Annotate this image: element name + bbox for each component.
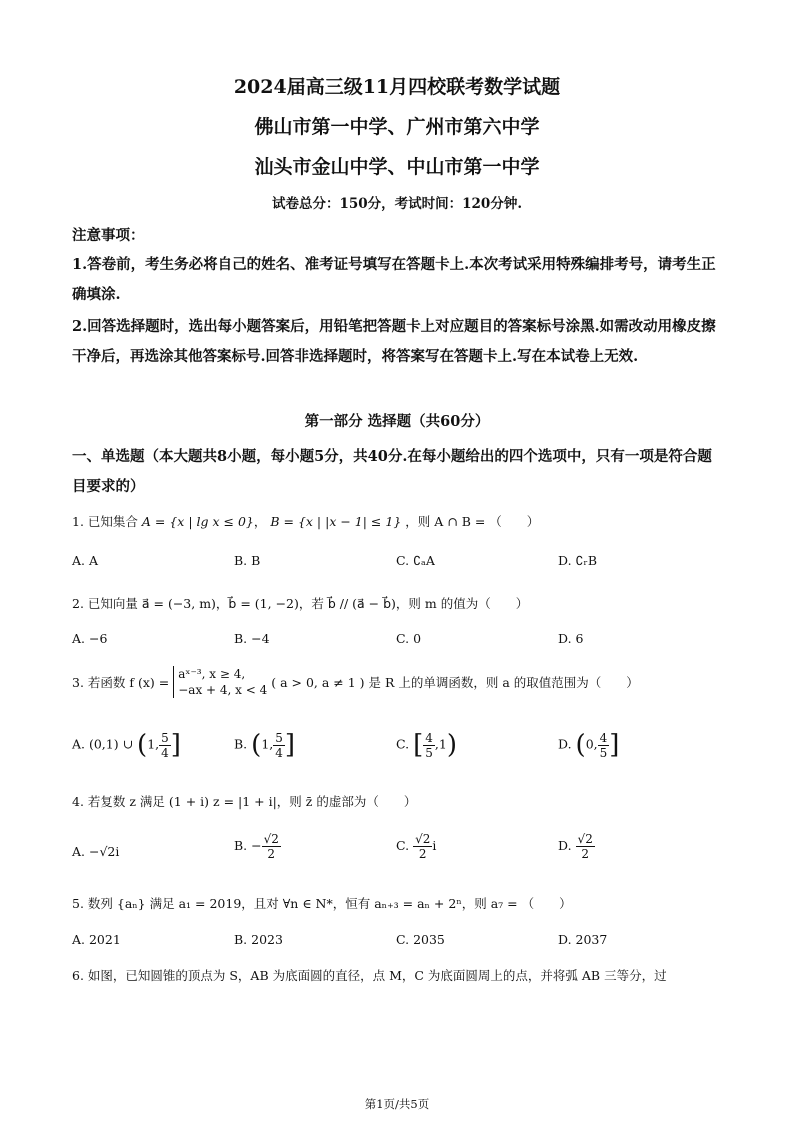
q4-c-prefix: C.	[396, 838, 410, 853]
q3-piece-1: aˣ⁻³, x ≥ 4,	[178, 667, 246, 681]
q2-option-c[interactable]: C. 0	[396, 631, 422, 646]
q3-a-fraction: $\frac{5}{4}$	[161, 730, 169, 760]
q3-piece-2: −ax + 4, x < 4	[178, 683, 268, 697]
q3-option-b[interactable]: B. (1, $\frac{5}{4}$ ]	[234, 730, 296, 760]
q1-option-a[interactable]: A. A	[72, 553, 99, 568]
q4-option-c[interactable]	[396, 832, 436, 861]
q1-option-d[interactable]: D. ∁ᵣB	[558, 553, 598, 568]
q3-c-prefix: C.	[396, 736, 410, 752]
question-6-stem: 6. 如图，已知圆锥的顶点为 S，AB 为底面圆的直径，点 M，C 为底面圆周上的点，并将弧 AB 三等分，过	[72, 968, 667, 983]
question-1-stem: 1. 已知集合 A = {x | lg x ≤ 0}， B = {x | |x − 1| ≤ 1} ，则 A ∩ B = （ ）	[72, 514, 540, 529]
question-4-stem: 4. 若复数 z 满足 (1 + i) z = |1 + i|，则 z̄ 的虚部为（ ）	[72, 794, 417, 809]
question-3-stem	[72, 666, 639, 698]
q4-option-a[interactable]: A. −√2i	[72, 844, 120, 859]
q4-d-fraction: $\frac{√2}{2}$	[577, 832, 593, 861]
q5-option-d[interactable]: D. 2037	[558, 932, 608, 947]
notes-heading: 注意事项：	[72, 227, 145, 244]
q3-option-a[interactable]: A. (0,1) ∪ (1, $\frac{5}{4}$ ]	[72, 730, 181, 760]
q3-option-c[interactable]: C. [ $\frac{4}{5}$ ,1)	[396, 730, 457, 760]
question-2-stem: 2. 已知向量 a⃗ = (−3, m)，b⃗ = (1, −2)，若 b⃗ // (a⃗ − b⃗)，则 m 的值为（ ）	[72, 596, 529, 611]
q2-option-a[interactable]: A. −6	[72, 631, 108, 646]
q4-option-b[interactable]	[234, 832, 281, 861]
note-item-1: 1.答卷前，考生务必将自己的姓名、准考证号填写在答题卡上.本次考试采用特殊编排考号，请考生正确填涂.	[72, 256, 716, 303]
q1-set-a: A = {x | lg x ≤ 0}	[141, 514, 254, 529]
question-5-stem: 5. 数列 {aₙ} 满足 a₁ = 2019，且对 ∀n ∈ N*，恒有 aₙ₊₃ = aₙ + 2ⁿ，则 a₇ = （ ）	[72, 896, 572, 911]
q4-c-suffix: i	[432, 838, 437, 853]
q3-prefix: 3. 若函数 f (x) =	[72, 675, 170, 690]
school-names-line2: 汕头市金山中学、中山市第一中学	[254, 156, 540, 178]
q3-suffix: ( a > 0, a ≠ 1 ) 是 R 上的单调函数，则 a 的取值范围为（ ）	[271, 675, 639, 690]
exam-title: 2024届高三级11月四校联考数学试题	[233, 76, 561, 98]
q1-option-b[interactable]: B. B	[234, 553, 261, 568]
q4-c-fraction: $\frac{√2}{2}$	[415, 832, 431, 861]
q3-c-fraction: $\frac{4}{5}$	[425, 730, 433, 760]
section-instruction: 一、单选题（本大题共8小题，每小题5分，共40分.在每小题给出的四个选项中，只有一项是符合题目要求的）	[72, 448, 712, 495]
q5-option-a[interactable]: A. 2021	[72, 932, 121, 947]
page-number: 第1页/共5页	[364, 1097, 430, 1111]
q4-d-prefix: D.	[558, 838, 572, 853]
q1-prefix: 1. 已知集合	[72, 514, 138, 529]
q2-option-d[interactable]: D. 6	[558, 631, 584, 646]
q1-option-c[interactable]: C. ∁ₐA	[396, 553, 435, 568]
q3-d-fraction: $\frac{4}{5}$	[599, 730, 608, 760]
q3-option-d[interactable]: D. (0, $\frac{4}{5}$ ]	[558, 730, 620, 760]
q3-d-prefix: D.	[558, 736, 572, 752]
q3-a-prefix: A. (0,1) ∪	[72, 736, 134, 752]
q2-option-b[interactable]: B. −4	[234, 631, 270, 646]
q1-suffix: ，则 A ∩ B = （ ）	[405, 514, 540, 529]
q3-b-fraction: $\frac{5}{4}$	[275, 730, 283, 760]
exam-info: 试卷总分：150分，考试时间：120分钟.	[271, 196, 523, 212]
part-title: 第一部分 选择题（共60分）	[304, 413, 490, 430]
q4-option-d[interactable]	[558, 832, 595, 861]
q5-option-c[interactable]: C. 2035	[396, 932, 445, 947]
q3-piecewise	[173, 666, 267, 698]
note-item-2: 2.回答选择题时，选出每小题答案后，用铅笔把答题卡上对应题目的答案标号涂黑.如需改动用橡皮擦干净后，再选涂其他答案标号.回答非选择题时，将答案写在答题卡上.写在本试卷上无效.	[72, 318, 716, 365]
q3-b-prefix: B.	[234, 736, 248, 752]
school-names-line1: 佛山市第一中学、广州市第六中学	[254, 116, 540, 138]
q4-b-fraction: $\frac{√2}{2}$	[263, 832, 279, 861]
q1-set-b: B = {x | |x − 1| ≤ 1}	[270, 514, 402, 529]
q5-option-b[interactable]: B. 2023	[234, 932, 283, 947]
q4-b-prefix: B. −	[234, 838, 262, 853]
